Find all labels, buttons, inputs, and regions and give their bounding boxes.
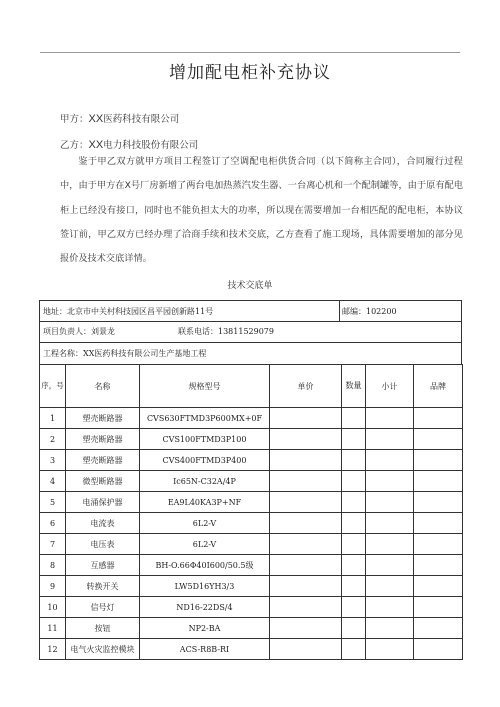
row-brand xyxy=(414,534,463,555)
row-brand xyxy=(414,597,463,618)
row-name: 电气火灾监控模块 xyxy=(66,639,140,660)
row-name: 电涌保护器 xyxy=(66,492,140,513)
row-price xyxy=(270,492,342,513)
row-model: NP2-BA xyxy=(140,618,270,639)
row-model: 6L2-V xyxy=(140,534,270,555)
row-subtotal xyxy=(366,576,414,597)
header-brand: 品牌 xyxy=(414,365,463,408)
address-row xyxy=(39,300,462,322)
row-model: CVS630FTMD3P600MX+0F xyxy=(140,408,270,429)
row-name: 电压表 xyxy=(66,534,140,555)
row-seq: 5 xyxy=(40,492,66,513)
table-row xyxy=(40,597,463,618)
table-title: 技术交底单 xyxy=(227,281,273,291)
party-b-prefix: 乙方： xyxy=(60,140,89,151)
row-model: ACS-R8B-RI xyxy=(140,639,270,660)
table-row xyxy=(40,618,463,639)
row-qty xyxy=(342,576,366,597)
row-brand xyxy=(414,513,463,534)
row-name: 信号灯 xyxy=(66,597,140,618)
table-row xyxy=(40,639,463,660)
row-seq: 10 xyxy=(40,597,66,618)
row-brand xyxy=(414,576,463,597)
row-name: 电流表 xyxy=(66,513,140,534)
row-brand xyxy=(414,408,463,429)
table-row xyxy=(40,408,463,429)
row-price xyxy=(270,576,342,597)
table-row xyxy=(40,555,463,576)
postcode-text: 邮编：102200 xyxy=(342,306,397,316)
row-name: 转换开关 xyxy=(66,576,140,597)
table-row xyxy=(40,576,463,597)
manager-row xyxy=(39,321,462,343)
row-model: CVS400FTMD3P400 xyxy=(140,450,270,471)
row-model: 6L2-V xyxy=(140,513,270,534)
row-brand xyxy=(414,639,463,660)
header-seq: 序，号 xyxy=(40,365,66,408)
row-price xyxy=(270,471,342,492)
table-row xyxy=(40,513,463,534)
row-qty xyxy=(342,450,366,471)
row-name: 按钮 xyxy=(66,618,140,639)
table-row xyxy=(40,471,463,492)
row-qty xyxy=(342,429,366,450)
row-price xyxy=(270,429,342,450)
items-table xyxy=(39,364,463,660)
row-seq: 7 xyxy=(40,534,66,555)
row-qty xyxy=(342,492,366,513)
document-title: 增加配电柜补充协议 xyxy=(169,63,331,83)
table-header-row xyxy=(40,365,463,408)
row-seq: 4 xyxy=(40,471,66,492)
row-price xyxy=(270,408,342,429)
row-subtotal xyxy=(366,534,414,555)
header-name: 名称 xyxy=(66,365,140,408)
manager-text: 项目负责人：刘景龙 xyxy=(43,327,115,336)
row-subtotal xyxy=(366,492,414,513)
row-name: 微型断路器 xyxy=(66,471,140,492)
row-subtotal xyxy=(366,618,414,639)
row-seq: 1 xyxy=(40,408,66,429)
header-model: 规格型号 xyxy=(140,365,270,408)
row-price xyxy=(270,450,342,471)
address-text: 地址：北京市中关村科技园区昌平园创新路11号 xyxy=(43,306,214,316)
row-model: ND16-22DS/4 xyxy=(140,597,270,618)
row-brand xyxy=(414,555,463,576)
row-subtotal xyxy=(366,597,414,618)
row-price xyxy=(270,597,342,618)
row-model: CVS100FTMD3P100 xyxy=(140,429,270,450)
header-qty: 数量 xyxy=(342,365,366,408)
row-subtotal xyxy=(366,429,414,450)
row-qty xyxy=(342,513,366,534)
row-seq: 9 xyxy=(40,576,66,597)
row-qty xyxy=(342,618,366,639)
row-model: EA9L40KA3P+NF xyxy=(140,492,270,513)
row-seq: 2 xyxy=(40,429,66,450)
address-divider xyxy=(339,301,340,321)
row-qty xyxy=(342,639,366,660)
party-b-line xyxy=(60,137,198,151)
table-row xyxy=(40,492,463,513)
row-name: 塑壳断路器 xyxy=(66,429,140,450)
row-seq: 8 xyxy=(40,555,66,576)
row-seq: 11 xyxy=(40,618,66,639)
party-a-prefix: 甲方： xyxy=(60,114,89,125)
row-subtotal xyxy=(366,513,414,534)
row-brand xyxy=(414,471,463,492)
row-price xyxy=(270,513,342,534)
row-name: 塑壳断路器 xyxy=(66,408,140,429)
row-subtotal xyxy=(366,555,414,576)
project-text: 工程名称：XX医药科技有限公司生产基地工程 xyxy=(43,348,207,358)
party-a-name: 医药科技有限公司 xyxy=(103,114,180,125)
party-a-xx: XX xyxy=(88,113,104,125)
row-name: 塑壳断路器 xyxy=(66,450,140,471)
table-row xyxy=(40,534,463,555)
row-subtotal xyxy=(366,408,414,429)
row-brand xyxy=(414,492,463,513)
phone-text: 联系电话：13811529079 xyxy=(178,327,274,336)
agreement-paragraph: 鉴于甲乙双方就甲方项目工程签订了空调配电柜供货合同（以下简称主合同），合同履行过程中，由于甲方在X号厂房新增了两台电加热蒸汽发生器、一台离心机和一个配制罐等，由于原有配电柜上已经没有接口，同时也不能负担太大的功率，所以现在需要增加一台相匹配的配电柜，本协议签订前，甲乙双方已经办理了洽商手续和技术交底，乙方查看了施工现场，具体需要增加的部分见报价及技术交底详情。 xyxy=(60,156,463,265)
row-subtotal xyxy=(366,639,414,660)
row-brand xyxy=(414,618,463,639)
row-qty xyxy=(342,597,366,618)
row-name: 互感器 xyxy=(66,555,140,576)
row-subtotal xyxy=(366,471,414,492)
header-subtotal: 小计 xyxy=(366,365,414,408)
row-model: BH-O.66Φ40I600/50.5级 xyxy=(140,555,270,576)
header-rule xyxy=(40,52,460,53)
row-qty xyxy=(342,555,366,576)
row-qty xyxy=(342,471,366,492)
row-model: LW5D16YH3/3 xyxy=(140,576,270,597)
header-price: 单价 xyxy=(270,365,342,408)
row-brand xyxy=(414,429,463,450)
row-seq: 6 xyxy=(40,513,66,534)
row-seq: 12 xyxy=(40,639,66,660)
party-b-name: 电力科技股份有限公司 xyxy=(103,140,199,151)
row-model: Ic65N-C32A/4P xyxy=(140,471,270,492)
row-qty xyxy=(342,534,366,555)
row-price xyxy=(270,639,342,660)
row-subtotal xyxy=(366,450,414,471)
party-b-xx: XX xyxy=(88,139,104,151)
row-price xyxy=(270,534,342,555)
row-price xyxy=(270,618,342,639)
row-qty xyxy=(342,408,366,429)
row-brand xyxy=(414,450,463,471)
table-row xyxy=(40,429,463,450)
row-price xyxy=(270,555,342,576)
project-row xyxy=(39,342,462,365)
party-a-line xyxy=(60,111,179,125)
row-seq: 3 xyxy=(40,450,66,471)
table-row xyxy=(40,450,463,471)
